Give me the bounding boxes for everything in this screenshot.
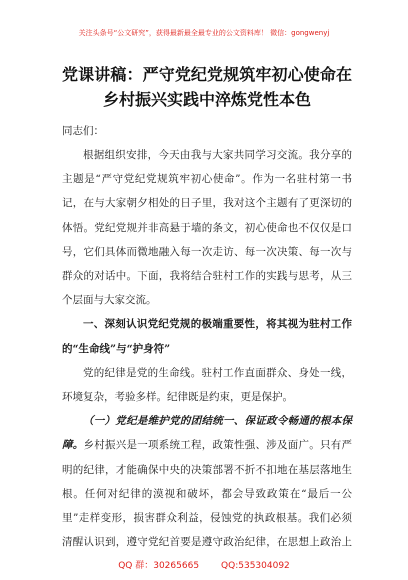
subsection-1-line: 清醒认识到，遵守党纪首要是遵守政治纪律，在思想上政治上 [62,536,352,548]
footer-contacts [0,560,408,572]
section-1-body-line: 党的纪律是党的生命线。驻村工作直面群众、身处一线， [83,367,352,379]
intro-line: 个层面与大家交流。 [62,294,157,306]
intro-line: 主题是“严守党纪党规筑牢初心使命”。作为一名驻村第一书 [62,173,352,185]
subsection-1-line: 明的纪律，才能确保中央的决策部署不折不扣地在基层落地生 [62,464,352,476]
section-1-body-line: 环境复杂，考验多样。纪律既是约束，更是保护。 [62,391,293,403]
document-title-line-2: 乡村振兴实践中淬炼党性本色 [102,90,311,109]
footer-qq: QQ:535304092 [221,561,290,571]
intro-line: 记，在与大家朝夕相处的日子里，我对这个主题有了更深切的 [62,197,352,209]
document-title-line-1: 党课讲稿：严守党纪党规筑牢初心使命在 [62,65,352,84]
header-promo-note: 关注头条号“公文研究”，获得最新最全最专业的公文资料库！ 微信：gongwenyj [78,29,330,37]
subsection-1-text: 乡村振兴是一项系统工程，政策性强、涉及面广。只有严 [83,439,352,451]
intro-line: 号，它们具体而微地融入每一次走访、每一次决策、每一次与 [62,246,352,258]
subsection-1-line [62,437,352,453]
section-1-heading-line: 的“生命线”与“护身符” [62,343,171,355]
intro-line: 根据组织安排，今天由我与大家共同学习交流。我分享的 [83,149,352,161]
footer-qq-group: QQ 群：30265665 [118,561,200,571]
subsection-1-line: 里”走样变形，损害群众利益，侵蚀党的执政根基。我们必须 [62,512,352,524]
subsection-1-heading-tail: 障。 [62,439,84,451]
salutation: 同志们： [62,125,104,137]
subsection-1-heading: （一）党纪是维护党的团结统一、保证政令畅通的根本保 [83,415,352,427]
subsection-1-line: 根。任何对纪律的漠视和破坏，都会导致政策在“最后一公 [62,488,352,500]
section-1-heading-line: 一、深刻认识党纪党规的极端重要性，将其视为驻村工作 [83,318,352,330]
intro-line: 群众的对话中。下面，我将结合驻村工作的实践与思考，从三 [62,270,352,282]
intro-line: 体悟。党纪党规并非高悬于墙的条文，初心使命也不仅仅是口 [62,222,352,234]
